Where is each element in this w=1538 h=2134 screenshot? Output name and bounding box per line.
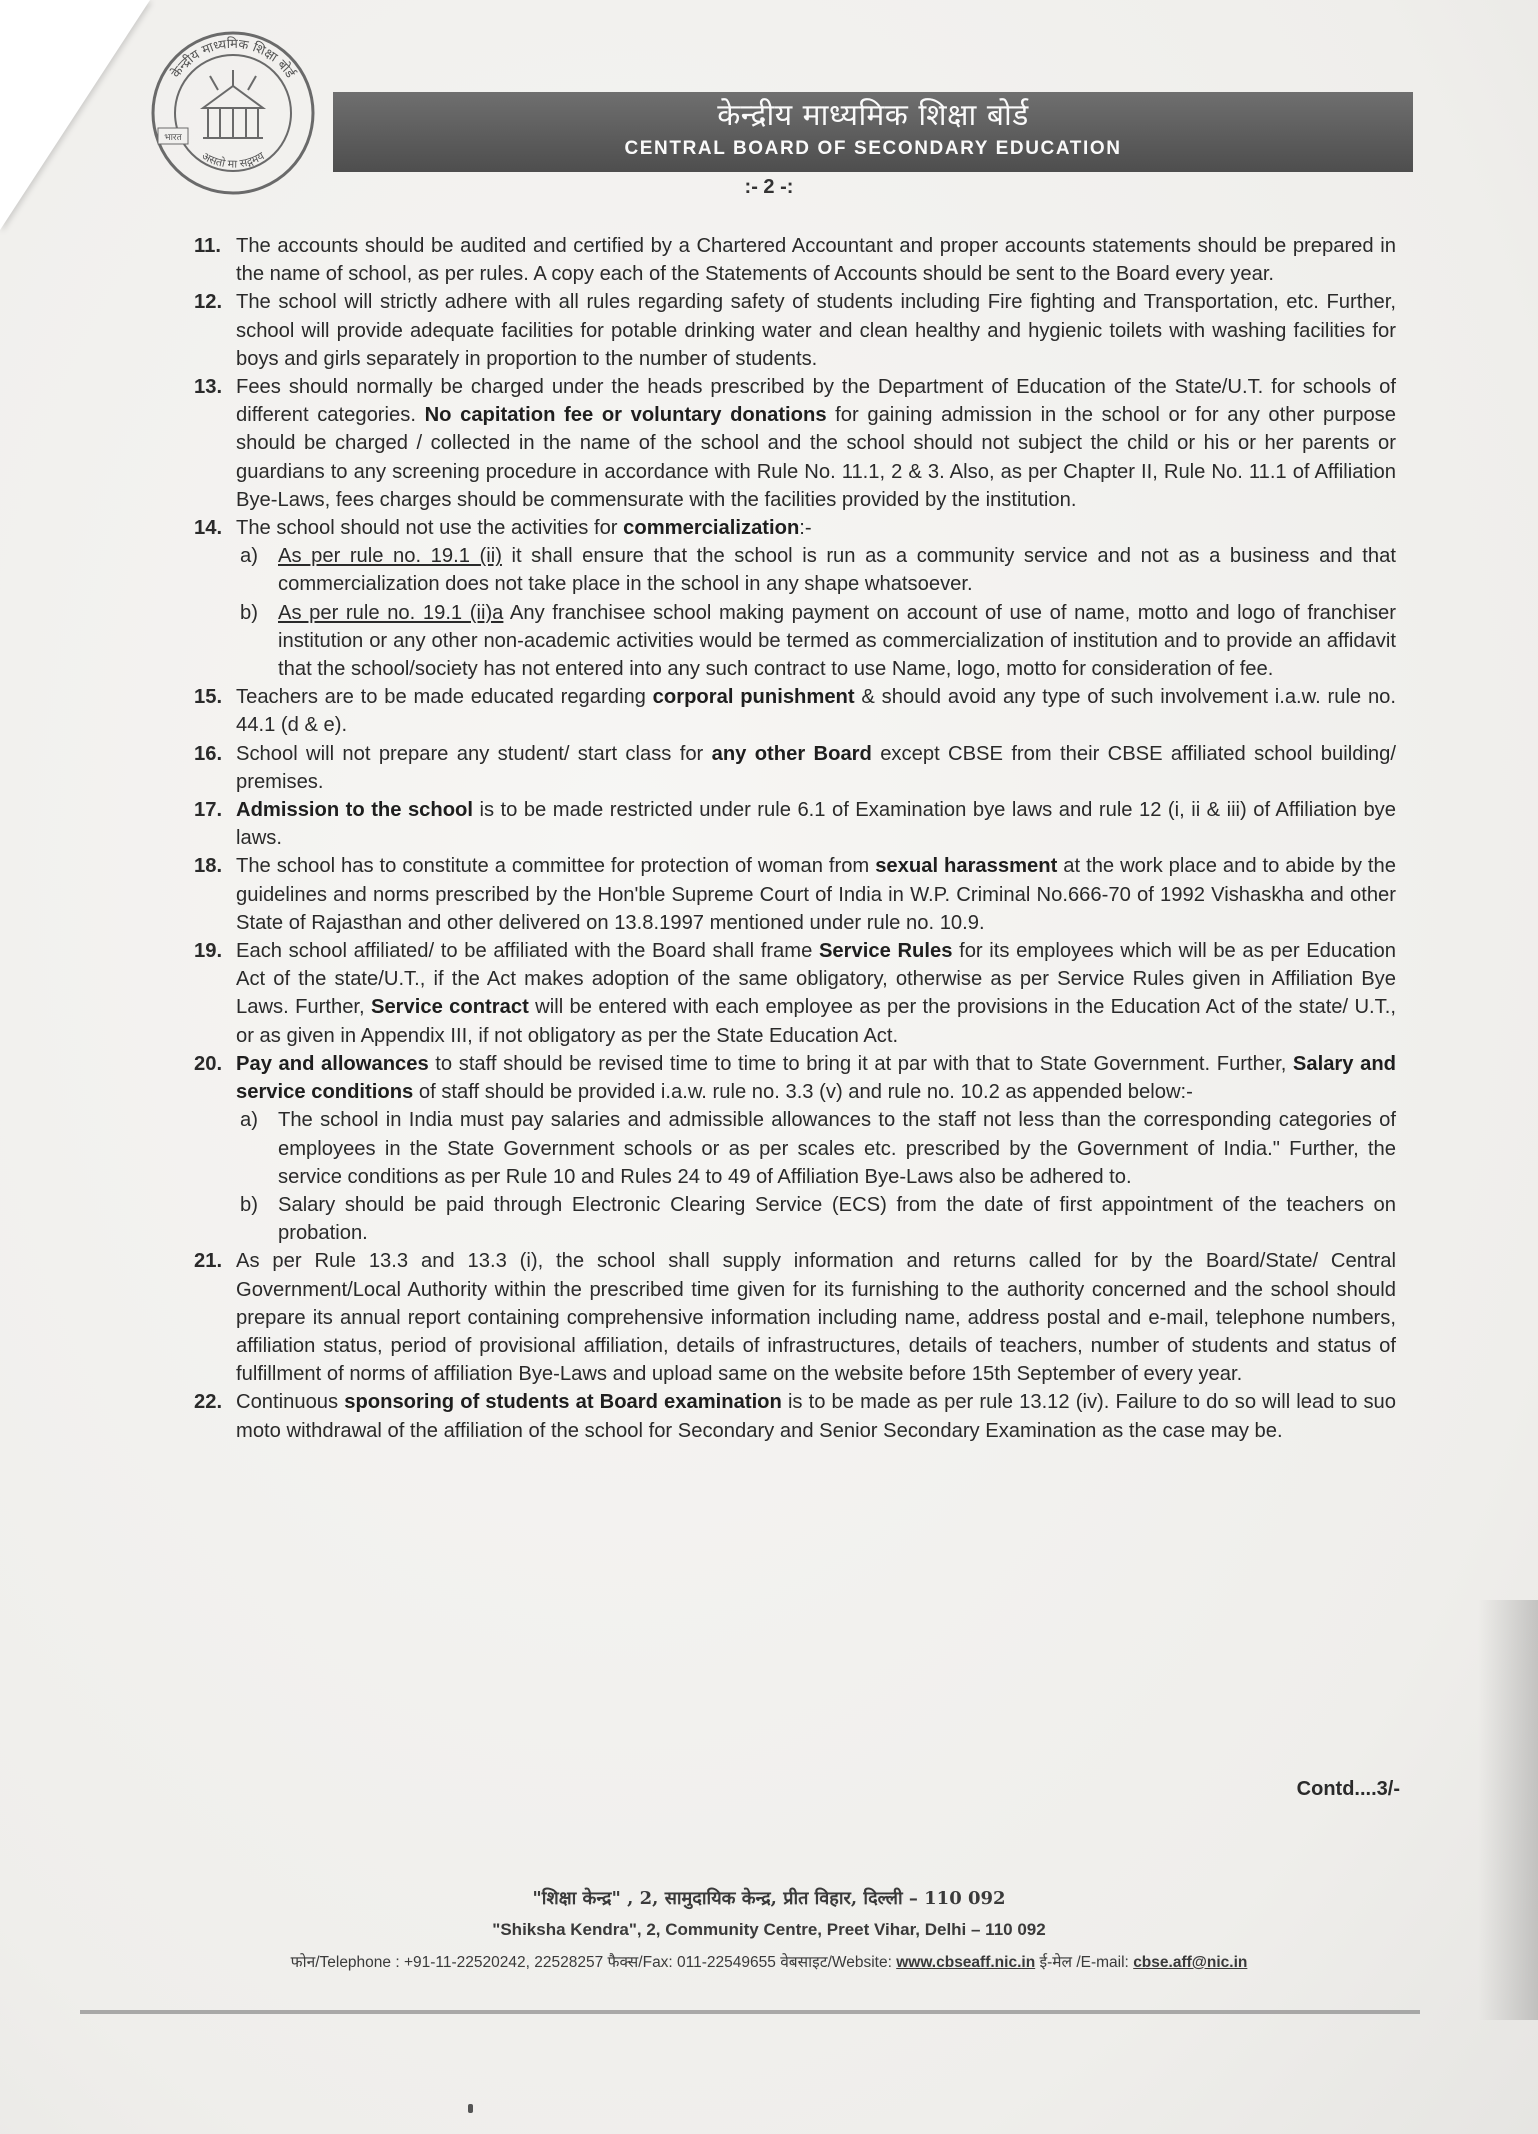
- bold-phrase: Service contract: [370, 996, 529, 1019]
- list-item: [194, 373, 1396, 514]
- cbse-logo-icon: [148, 28, 318, 198]
- item-number: 13.: [194, 376, 223, 399]
- item-number: 12.: [194, 291, 223, 314]
- bold-phrase: sponsoring of students at Board examination: [344, 1391, 782, 1414]
- list-item: [194, 1050, 1396, 1106]
- sub-item-text: Salary should be paid through Electronic Clearing Service (ECS) from the date of first appointment of the teachers on probation.: [278, 1193, 1396, 1245]
- sub-item: [236, 599, 1396, 684]
- list-item: [194, 683, 1396, 739]
- sub-item-label: a): [240, 1109, 258, 1132]
- logo-arc-bottom: असतो मा सद्गमय: [199, 149, 267, 171]
- email-link[interactable]: cbse.aff@nic.in: [1133, 1954, 1248, 1971]
- letterhead-footer: [0, 1884, 1538, 1980]
- sub-item-text: The school in India must pay salaries and admissible allowances to the staff not less than the corresponding categories of employees in the State Government schools or as per scales etc. prescribed by the Government of India." Further, the service conditions as per Rule 10 and Rules 24 to 49 of Affiliation Bye-Laws also be adhered to.: [278, 1109, 1396, 1188]
- item-text: The school should not use the activities for commercialization:-: [236, 517, 812, 540]
- svg-text:असतो मा सद्गमय: [199, 149, 267, 171]
- item-text: Pay and allowances to staff should be revised time to time to bring it at par with that to State Government. Further, Salary and service conditions of staff should be provided i.a.w. rule no. 3.3 (v) and rule no. 10.2 as appended below:-: [236, 1052, 1396, 1104]
- scan-speck: [468, 2104, 473, 2113]
- website-link[interactable]: www.cbseaff.nic.in: [896, 1954, 1036, 1971]
- letterhead-banner: [333, 92, 1413, 172]
- list-item: [194, 796, 1396, 852]
- item-text: The school will strictly adhere with all rules regarding safety of students including Fire fighting and Transportation, etc. Further, school will provide adequate facilities for potable drinking water and clean healthy and hygienic toilets with washing facilities for boys and girls separately in proportion to the number of students.: [236, 291, 1396, 370]
- bold-phrase: any other Board: [711, 742, 872, 765]
- sub-item-label: b): [240, 1193, 258, 1216]
- list-item: [194, 1388, 1396, 1444]
- bold-phrase: Pay and allowances: [236, 1052, 429, 1075]
- list-item: [194, 514, 1396, 542]
- sub-item-label: b): [240, 601, 258, 624]
- footer-address-hindi: "शिक्षा केन्द्र" , 2, सामुदायिक केन्द्र, प्रीत विहार, दिल्ली – 110 092: [532, 1888, 1006, 1909]
- footer-divider: [80, 2010, 1420, 2014]
- continued-note: Contd....3/-: [1296, 1778, 1400, 1800]
- bold-phrase: No capitation fee or voluntary donations: [424, 404, 827, 427]
- sub-item: [236, 1106, 1396, 1191]
- item-text: School will not prepare any student/ start class for any other Board except CBSE from their CBSE affiliated school building/ premises.: [236, 742, 1396, 793]
- item-number: 15.: [194, 686, 223, 709]
- document-body: [194, 232, 1396, 1445]
- list-item: [194, 232, 1396, 288]
- page-number: :- 2 -:: [744, 176, 794, 198]
- list-item: [194, 937, 1396, 1050]
- bold-phrase: Admission to the school: [236, 799, 473, 822]
- header-title-hindi: केन्द्रीय माध्यमिक शिक्षा बोर्ड: [717, 98, 1029, 133]
- list-item: [194, 1247, 1396, 1388]
- sub-item-label: a): [240, 545, 258, 568]
- item-text: Continuous sponsoring of students at Board examination is to be made as per rule 13.12 (iv). Failure to do so will lead to suo moto withdrawal of the affiliation of the school for Secondary and Senior Secondary Examination as the case may be.: [236, 1391, 1397, 1442]
- bold-phrase: sexual harassment: [875, 855, 1058, 878]
- item-text: Fees should normally be charged under the heads prescribed by the Department of Education of the State/U.T. for schools of different categories. No capitation fee or voluntary donations for gaining admission in the school or for any other purpose should be charged / collected in the name of the school and the school should not subject the child or his or her parents or guardians to any screening procedure in accordance with Rule No. 11.1, 2 & 3. Also, as per Chapter II, Rule No. 11.1 of Affiliation Bye-Laws, fees charges should be commensurate with the facilities provided by the institution.: [236, 376, 1397, 511]
- sub-item: [236, 1191, 1396, 1247]
- rule-reference: As per rule no. 19.1 (ii)a: [278, 601, 504, 624]
- rule-reference: As per rule no. 19.1 (ii): [278, 545, 502, 568]
- item-text: Teachers are to be made educated regarding corporal punishment & should avoid any type of such involvement i.a.w. rule no. 44.1 (d & e).: [236, 686, 1397, 737]
- item-number: 16.: [194, 742, 223, 765]
- list-item: [194, 740, 1396, 796]
- item-number: 11.: [194, 235, 221, 257]
- item-number: 17.: [194, 799, 223, 822]
- sub-item: [236, 542, 1396, 598]
- item-text: The school has to constitute a committee for protection of woman from sexual harassment at the work place and to abide by the guidelines and norms prescribed by the Hon'ble Supreme Court of India in W.P. Criminal No.666-70 of 1992 Vishaskha and other State of Rajasthan and other delivered on 13.8.1997 mentioned under rule no. 10.9.: [236, 855, 1396, 934]
- sub-item-text: As per rule no. 19.1 (ii) it shall ensure that the school is run as a community service and not as a business and that commercialization does not take place in the school in any shape whatsoever.: [278, 545, 1396, 596]
- bold-phrase: corporal punishment: [652, 686, 855, 709]
- item-number: 14.: [194, 517, 223, 540]
- footer-contact-line: फोन/Telephone : +91-11-22520242, 22528257 फैक्स/Fax: 011-22549655 वेबसाइट/Website: www.cbseaff.nic.in ई-मेल /E-mail: cbse.aff@nic.in: [290, 1954, 1248, 1971]
- item-text: As per Rule 13.3 and 13.3 (i), the school shall supply information and returns called for by the Board/State/ Central Government/Local Authority within the prescribed time given for its furnishing to the authority concerned and the school should prepare its annual report containing comprehensive information including name, address postal and e-mail, telephone numbers, affiliation status, period of provisional affiliation, details of infrastructures, details of teachers, number of students and status of fulfillment of norms of affiliation Bye-Laws and upload same on the website before 15th September of every year.: [236, 1250, 1396, 1386]
- item-number: 21.: [194, 1250, 223, 1273]
- logo-arc-top: केन्द्रीय माध्यमिक शिक्षा बोर्ड: [168, 36, 298, 81]
- item-number: 18.: [194, 855, 223, 878]
- bold-phrase: Salary and service conditions: [236, 1052, 1396, 1104]
- list-item: [194, 288, 1396, 373]
- item-number: 19.: [194, 940, 223, 963]
- item-text: The accounts should be audited and certified by a Chartered Accountant and proper accounts statements should be prepared in the name of school, as per rules. A copy each of the Statements of Accounts should be sent to the Board every year.: [236, 235, 1396, 286]
- sub-item-text: As per rule no. 19.1 (ii)a Any franchisee school making payment on account of use of name, motto and logo of franchiser institution or any other non-academic activities would be termed as commercialization of institution and to provide an affidavit that the school/society has not entered into any such contract to use Name, logo, motto for consideration of fee.: [278, 601, 1396, 681]
- list-item: [194, 852, 1396, 937]
- item-text: Each school affiliated/ to be affiliated with the Board shall frame Service Rules for its employees which will be as per Education Act of the state/U.T., if the Act makes adoption of the same obligatory, otherwise as per Service Rules given in Affiliation Bye Laws. Further, Service contract will be entered with each employee as per the provisions in the Education Act of the state/ U.T., or as given in Appendix III, if not obligatory as per the State Education Act.: [236, 940, 1396, 1047]
- header-title-english: CENTRAL BOARD OF SECONDARY EDUCATION: [624, 138, 1122, 159]
- page-edge-shadow: [1478, 1600, 1538, 2020]
- bold-phrase: Service Rules: [818, 940, 953, 963]
- item-number: 22.: [194, 1391, 223, 1414]
- item-text: Admission to the school is to be made restricted under rule 6.1 of Examination bye laws and rule 12 (i, ii & iii) of Affiliation bye laws.: [236, 799, 1396, 850]
- logo-side-label: भारत: [164, 133, 182, 143]
- bold-phrase: commercialization: [623, 517, 800, 540]
- footer-address-english: "Shiksha Kendra", 2, Community Centre, Preet Vihar, Delhi – 110 092: [492, 1920, 1046, 1939]
- item-number: 20.: [194, 1052, 223, 1075]
